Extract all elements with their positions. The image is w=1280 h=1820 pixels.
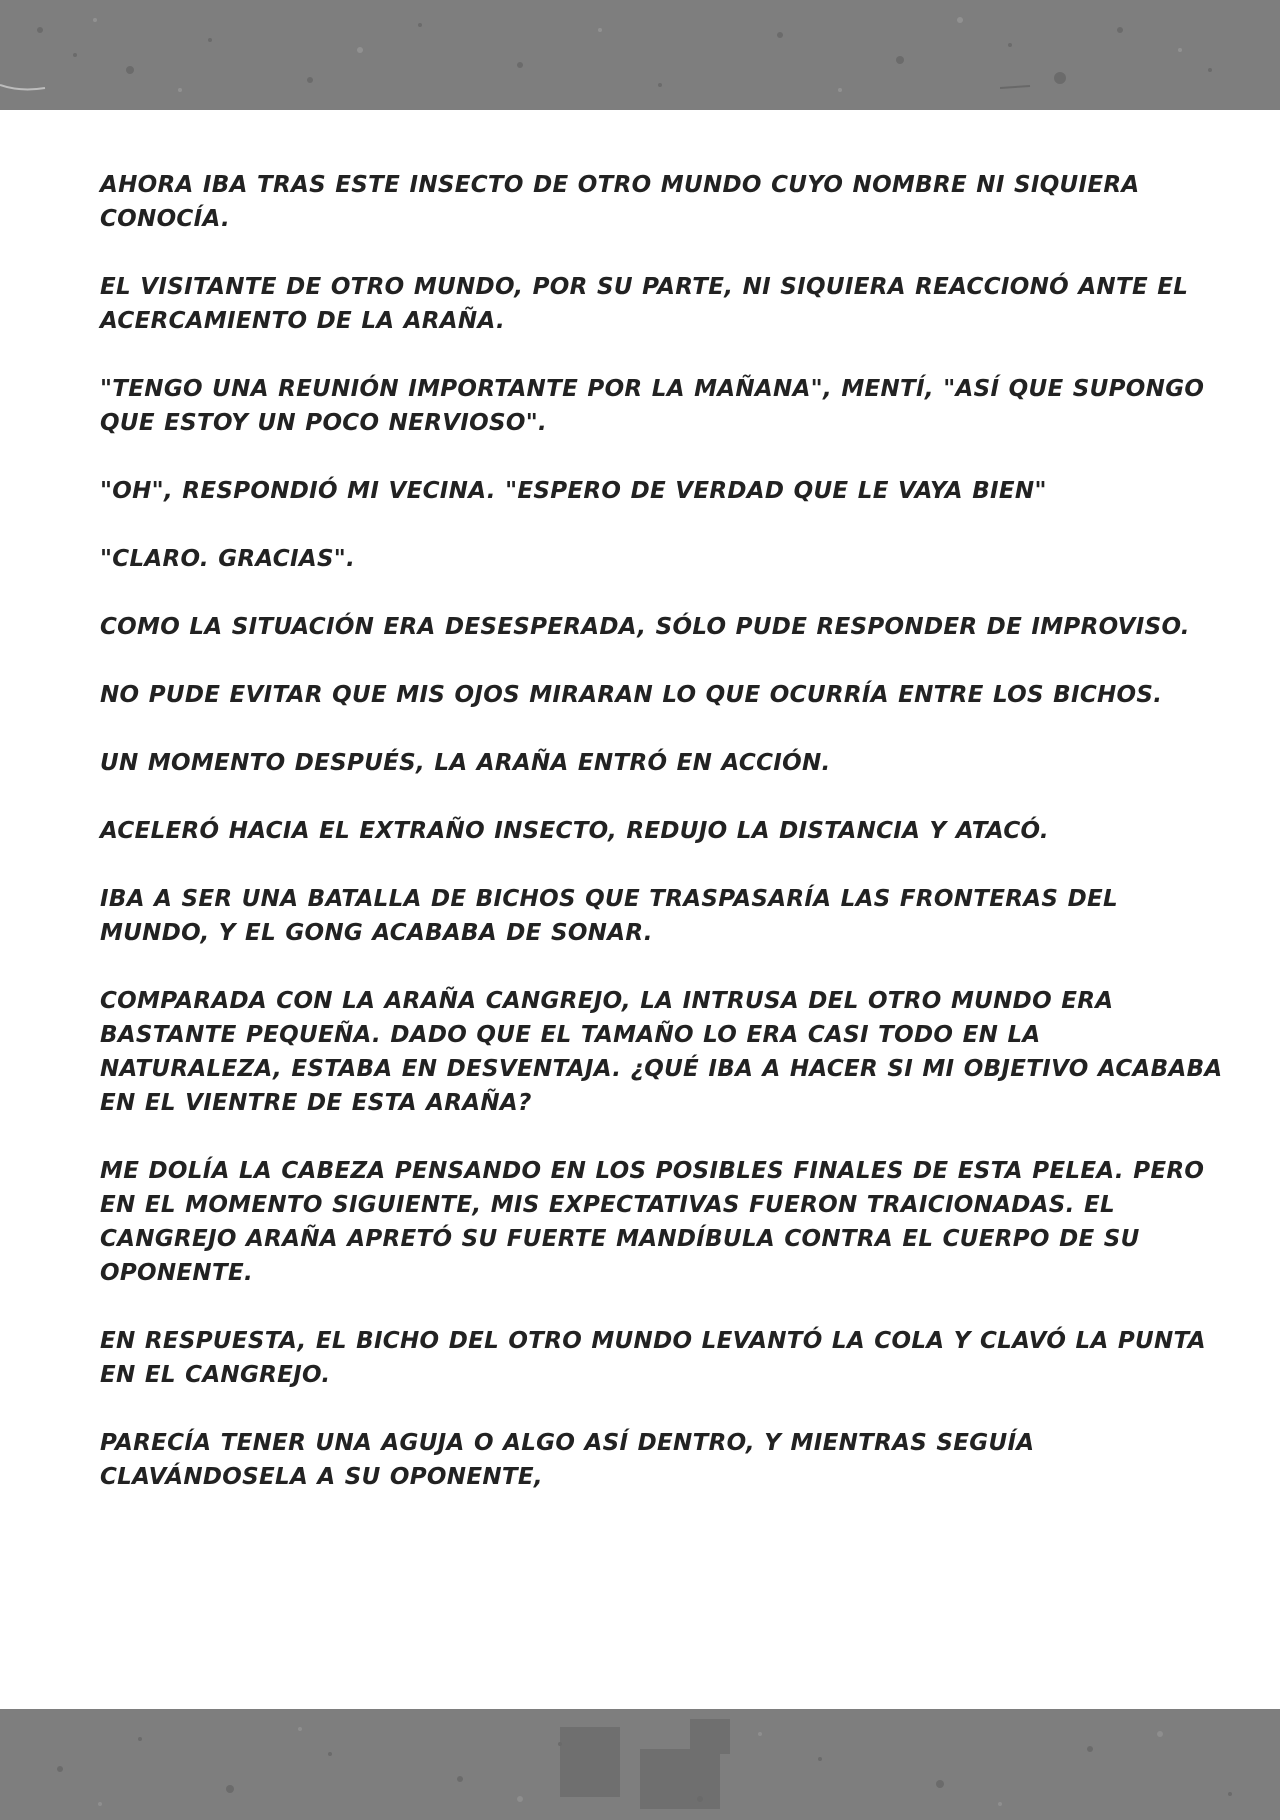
paragraph: UN MOMENTO DESPUÉS, LA ARAÑA ENTRÓ EN ACCIÓN. (100, 750, 831, 776)
bottom-band-texture (0, 1709, 1280, 1820)
paragraph: IBA A SER UNA BATALLA DE BICHOS QUE TRASPASARÍA LAS FRONTERAS DEL MUNDO, Y EL GONG ACABABA DE SONAR. (100, 886, 1118, 946)
paragraph: "OH", RESPONDIÓ MI VECINA. "ESPERO DE VERDAD QUE LE VAYA BIEN" (100, 478, 1047, 504)
paragraph: EN RESPUESTA, EL BICHO DEL OTRO MUNDO LEVANTÓ LA COLA Y CLAVÓ LA PUNTA EN EL CANGREJO. (100, 1328, 1206, 1388)
paragraph: ME DOLÍA LA CABEZA PENSANDO EN LOS POSIBLES FINALES DE ESTA PELEA. PERO EN EL MOMENTO SIGUIENTE, MIS EXPECTATIVAS FUERON TRAICIONADAS. EL CANGREJO ARAÑA APRETÓ SU FUERTE MANDÍBULA CONTRA EL CUERPO DE SU OPONENTE. (100, 1158, 1205, 1286)
top-grunge-band (0, 0, 1280, 110)
bottom-grunge-band (0, 1709, 1280, 1820)
paragraph: PARECÍA TENER UNA AGUJA O ALGO ASÍ DENTRO, Y MIENTRAS SEGUÍA CLAVÁNDOSELA A SU OPONENTE, (100, 1430, 1035, 1490)
paragraph: "CLARO. GRACIAS". (100, 546, 356, 572)
top-band-texture (0, 0, 1280, 110)
paragraph: COMPARADA CON LA ARAÑA CANGREJO, LA INTRUSA DEL OTRO MUNDO ERA BASTANTE PEQUEÑA. DADO QUE EL TAMAÑO LO ERA CASI TODO EN LA NATURALEZA, ESTABA EN DESVENTAJA. ¿QUÉ IBA A HACER SI MI OBJETIVO ACABABA EN EL VIENTRE DE ESTA ARAÑA? (100, 988, 1223, 1116)
paragraph: "TENGO UNA REUNIÓN IMPORTANTE POR LA MAÑANA", MENTÍ, "ASÍ QUE SUPONGO QUE ESTOY UN POCO NERVIOSO". (100, 376, 1205, 436)
paragraph: NO PUDE EVITAR QUE MIS OJOS MIRARAN LO QUE OCURRÍA ENTRE LOS BICHOS. (100, 682, 1163, 708)
paragraph: AHORA IBA TRAS ESTE INSECTO DE OTRO MUNDO CUYO NOMBRE NI SIQUIERA CONOCÍA. (100, 172, 1140, 232)
body-text (100, 168, 1225, 1490)
paragraph: EL VISITANTE DE OTRO MUNDO, POR SU PARTE, NI SIQUIERA REACCIONÓ ANTE EL ACERCAMIENTO DE LA ARAÑA. (100, 274, 1189, 334)
paragraph: ACELERÓ HACIA EL EXTRAÑO INSECTO, REDUJO LA DISTANCIA Y ATACÓ. (100, 818, 1049, 844)
paragraph: COMO LA SITUACIÓN ERA DESESPERADA, SÓLO PUDE RESPONDER DE IMPROVISO. (100, 614, 1190, 640)
